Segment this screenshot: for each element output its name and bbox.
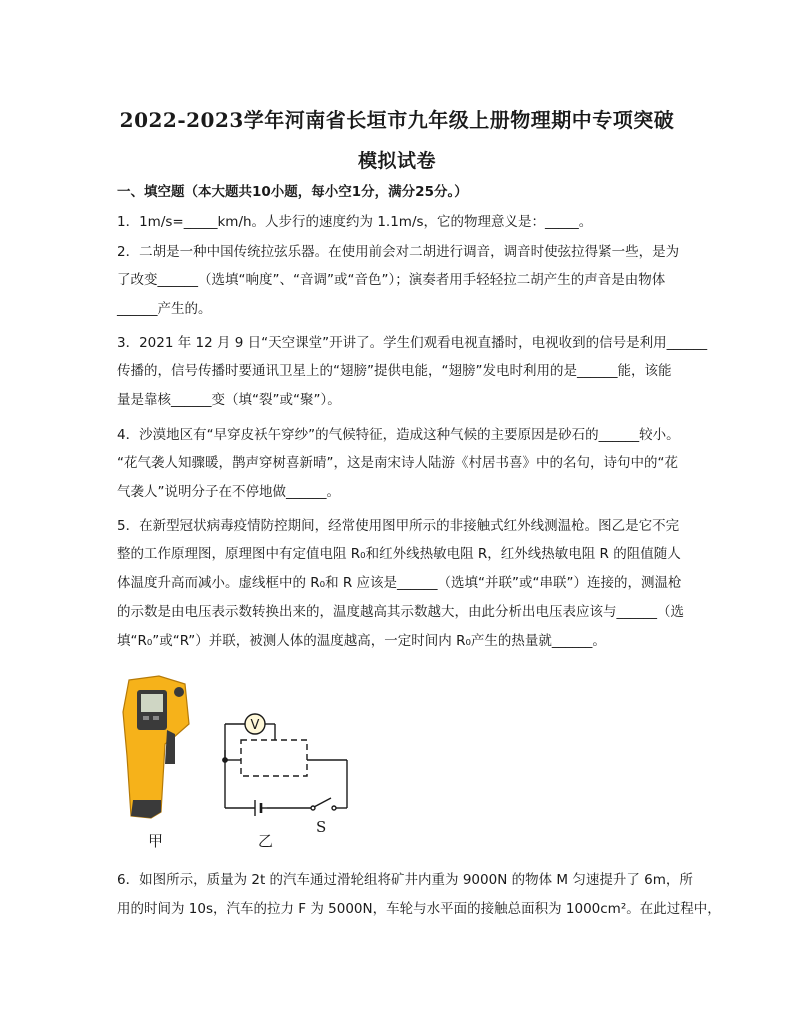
- question-5-line-3: 体温度升高而减小。虚线框中的 R₀和 R 应该是______（选填“并联”或“串联”）连接的，测温枪: [117, 575, 682, 591]
- switch-label: S: [316, 818, 327, 836]
- circuit-diagram: [223, 714, 347, 816]
- question-5-line-1: 5．在新型冠状病毒疫情防控期间，经常使用图甲所示的非接触式红外线测温枪。图乙是它不完: [117, 518, 680, 534]
- question-4-line-3: 气袭人”说明分子在不停地做______。: [117, 484, 340, 500]
- title-line-2: 模拟试卷: [357, 150, 436, 172]
- question-4-line-1: 4．沙漠地区有“早穿皮袄午穿纱”的气候特征，造成这种气候的主要原因是砂石的______较小。: [117, 427, 680, 443]
- question-4-line-2: “花气袭人知骤暖，鹊声穿树喜新晴”，这是南宋诗人陆游《村居书喜》中的名句，诗句中的“花: [117, 455, 678, 471]
- question-2-line-1: 2．二胡是一种中国传统拉弦乐器。在使用前会对二胡进行调音，调音时使弦拉得紧一些，是为: [117, 244, 680, 260]
- question-3-line-1: 3．2021 年 12 月 9 日“天空课堂”开讲了。学生们观看电视直播时，电视收到的信号是利用______: [117, 335, 708, 351]
- question-1-line: 1．1m/s=_____km/h。人步行的速度约为 1.1m/s，它的物理意义是：_____。: [117, 214, 593, 230]
- question-5-line-2: 整的工作原理图，原理图中有定值电阻 R₀和红外线热敏电阻 R，红外线热敏电阻 R 的阻值随人: [117, 546, 681, 562]
- section-heading: 一、填空题（本大题共10小题，每小空1分，满分25分。）: [117, 184, 468, 200]
- question-5-figure: [115, 672, 355, 862]
- question-2-line-2: 了改变______（选填“响度”、“音调”或“音色”）；演奏者用手轻轻拉二胡产生的声音是由物体: [117, 272, 666, 288]
- question-5-line-5: 填“R₀”或“R”）并联，被测人体的温度越高，一定时间内 R₀产生的热量就______。: [117, 633, 606, 649]
- question-3-line-2: 传播的，信号传播时要通讯卫星上的“翅膀”提供电能，“翅膀”发电时利用的是______能，该能: [117, 363, 672, 379]
- infrared-thermometer-icon: [123, 676, 189, 818]
- question-6-line-2: 用的时间为 10s，汽车的拉力 F 为 5000N，车轮与水平面的接触总面积为 1000cm²。在此过程中，: [117, 901, 721, 917]
- question-3-line-3: 量是靠核______变（填“裂”或“聚”）。: [117, 392, 341, 408]
- question-5-line-4: 的示数是由电压表示数转换出来的，温度越高其示数越大，由此分析出电压表应该与______（选: [117, 604, 684, 620]
- caption-jia: 甲: [148, 832, 164, 850]
- question-6-line-1: 6．如图所示，质量为 2t 的汽车通过滑轮组将矿井内重为 9000N 的物体 M 匀速提升了 6m，所: [117, 872, 693, 888]
- title-line-1: 2022-2023学年河南省长垣市九年级上册物理期中专项突破: [119, 108, 675, 132]
- question-2-line-3: ______产生的。: [117, 301, 212, 317]
- voltmeter-label: V: [250, 718, 260, 733]
- caption-yi: 乙: [258, 832, 274, 850]
